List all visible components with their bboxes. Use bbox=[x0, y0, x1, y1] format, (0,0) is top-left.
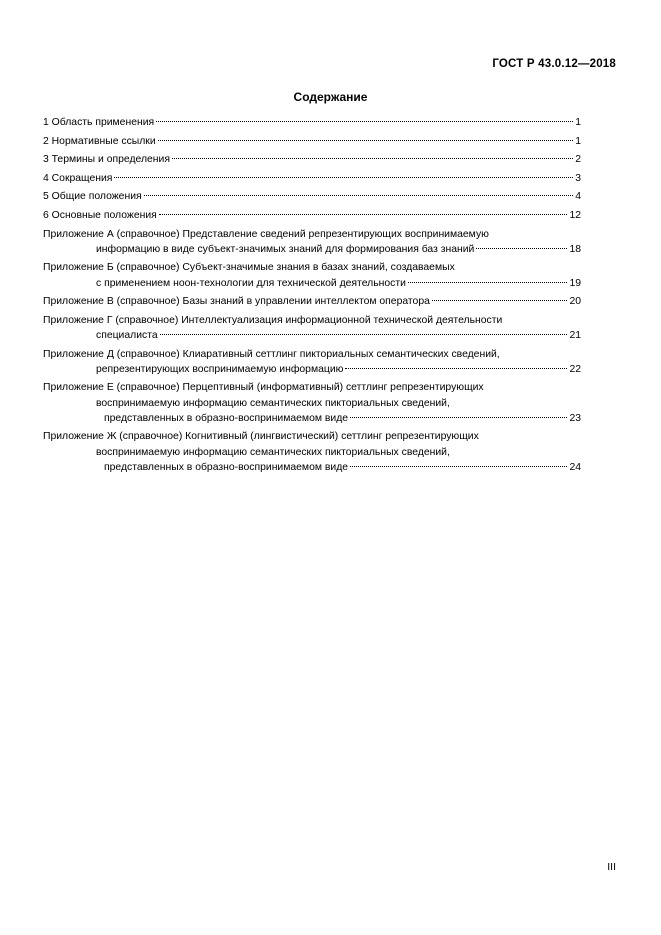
toc-dot-leader bbox=[159, 214, 568, 215]
toc-page-number: 19 bbox=[569, 277, 581, 289]
toc-entry[interactable] bbox=[43, 313, 581, 343]
toc-entry-label: 6 Основные положения bbox=[43, 209, 157, 221]
toc-dot-leader bbox=[172, 158, 573, 159]
toc-dot-leader bbox=[408, 282, 568, 283]
toc-entry[interactable] bbox=[43, 189, 581, 204]
toc-dot-leader bbox=[114, 177, 573, 178]
toc-page-number: 4 bbox=[575, 191, 581, 203]
table-of-contents bbox=[43, 115, 581, 478]
toc-page-number: 2 bbox=[575, 154, 581, 166]
toc-dot-leader bbox=[476, 248, 567, 249]
toc-entry[interactable] bbox=[43, 208, 581, 223]
toc-entry-line bbox=[43, 134, 581, 149]
toc-entry-label: специалиста bbox=[96, 329, 158, 341]
toc-dot-leader bbox=[144, 195, 574, 196]
toc-entry-label: Приложение Г (справочное) Интеллектуализация информационной технической деятельности bbox=[43, 314, 503, 326]
toc-page-number: 22 bbox=[569, 363, 581, 375]
toc-entry-label: 4 Сокращения bbox=[43, 172, 113, 184]
toc-entry[interactable] bbox=[43, 115, 581, 130]
toc-dot-leader bbox=[350, 466, 567, 467]
toc-entry-label: Приложение А (справочное) Представление сведений репрезентирующих воспринимаемую bbox=[43, 228, 489, 240]
standard-number-header: ГОСТ Р 43.0.12—2018 bbox=[492, 58, 616, 70]
toc-dot-leader bbox=[432, 300, 568, 301]
toc-entry-label: Приложение Ж (справочное) Когнитивный (лингвистический) сеттлинг репрезентирующих bbox=[43, 431, 479, 443]
toc-entry-label: с применением ноон-технологии для технической деятельности bbox=[96, 277, 406, 289]
toc-entry-label: 2 Нормативные ссылки bbox=[43, 135, 156, 147]
toc-page-number: 18 bbox=[569, 243, 581, 255]
toc-entry[interactable] bbox=[43, 227, 581, 257]
toc-entry-line bbox=[43, 380, 581, 395]
toc-entry-label: воспринимаемую информацию семантических пикториальных сведений, bbox=[96, 397, 450, 409]
toc-entry-line bbox=[43, 362, 581, 377]
toc-dot-leader bbox=[350, 417, 567, 418]
page-number-folio: III bbox=[607, 861, 616, 873]
toc-page-number: 23 bbox=[569, 412, 581, 424]
toc-page-number: 20 bbox=[569, 296, 581, 308]
toc-entry-line bbox=[43, 276, 581, 291]
toc-entry-line bbox=[43, 208, 581, 223]
toc-page-number: 1 bbox=[575, 135, 581, 147]
toc-entry-label: Приложение Е (справочное) Перцептивный (информативный) сеттлинг репрезентирующих bbox=[43, 382, 484, 394]
toc-entry-label: воспринимаемую информацию семантических пикториальных сведений, bbox=[96, 446, 450, 458]
toc-entry[interactable] bbox=[43, 294, 581, 309]
toc-entry-line bbox=[43, 171, 581, 186]
toc-entry-label: 5 Общие положения bbox=[43, 191, 142, 203]
toc-entry-line bbox=[43, 411, 581, 426]
toc-entry-line bbox=[43, 347, 581, 362]
toc-entry-line bbox=[43, 152, 581, 167]
toc-entry-line bbox=[43, 328, 581, 343]
toc-entry-label: Приложение В (справочное) Базы знаний в управлении интеллектом оператора bbox=[43, 296, 430, 308]
toc-entry-line bbox=[43, 313, 581, 328]
toc-entry[interactable] bbox=[43, 152, 581, 167]
toc-dot-leader bbox=[158, 140, 574, 141]
toc-entry-label: Приложение Б (справочное) Субъект-значимые знания в базах знаний, создаваемых bbox=[43, 262, 455, 274]
toc-dot-leader bbox=[156, 121, 573, 122]
toc-entry-line bbox=[43, 429, 581, 444]
toc-entry-label: информацию в виде субъект-значимых знаний для формирования баз знаний bbox=[96, 243, 475, 255]
toc-entry[interactable] bbox=[43, 347, 581, 377]
toc-entry-label: 1 Область применения bbox=[43, 117, 155, 128]
toc-page-number: 24 bbox=[569, 461, 581, 473]
toc-entry-line bbox=[43, 227, 581, 242]
toc-entry-label: Приложение Д (справочное) Клиаративный сеттлинг пикториальных семантических сведений, bbox=[43, 348, 500, 360]
toc-entry-line bbox=[43, 242, 581, 257]
toc-entry-label: представленных в образно-воспринимаемом виде bbox=[104, 412, 349, 424]
toc-page-number: 12 bbox=[569, 209, 581, 221]
toc-entry[interactable] bbox=[43, 260, 581, 290]
toc-entry-line bbox=[43, 445, 581, 460]
toc-dot-leader bbox=[160, 334, 568, 335]
toc-entry[interactable] bbox=[43, 380, 581, 426]
toc-page-number: 21 bbox=[569, 329, 581, 341]
toc-entry-label: представленных в образно-воспринимаемом виде bbox=[104, 461, 349, 473]
toc-page-number: 1 bbox=[575, 117, 581, 128]
toc-entry-line bbox=[43, 294, 581, 309]
toc-entry[interactable] bbox=[43, 171, 581, 186]
toc-entry-label: репрезентирующих воспринимаемую информацию bbox=[96, 363, 344, 375]
toc-entry-line bbox=[43, 189, 581, 204]
toc-entry-line bbox=[43, 115, 581, 130]
toc-dot-leader bbox=[345, 368, 567, 369]
toc-entry-line bbox=[43, 396, 581, 411]
toc-entry-line bbox=[43, 460, 581, 475]
toc-entry-line bbox=[43, 260, 581, 275]
toc-entry-label: 3 Термины и определения bbox=[43, 154, 170, 166]
page-title: Содержание bbox=[293, 90, 368, 104]
toc-page-number: 3 bbox=[575, 172, 581, 184]
toc-entry[interactable] bbox=[43, 134, 581, 149]
toc-entry[interactable] bbox=[43, 429, 581, 475]
